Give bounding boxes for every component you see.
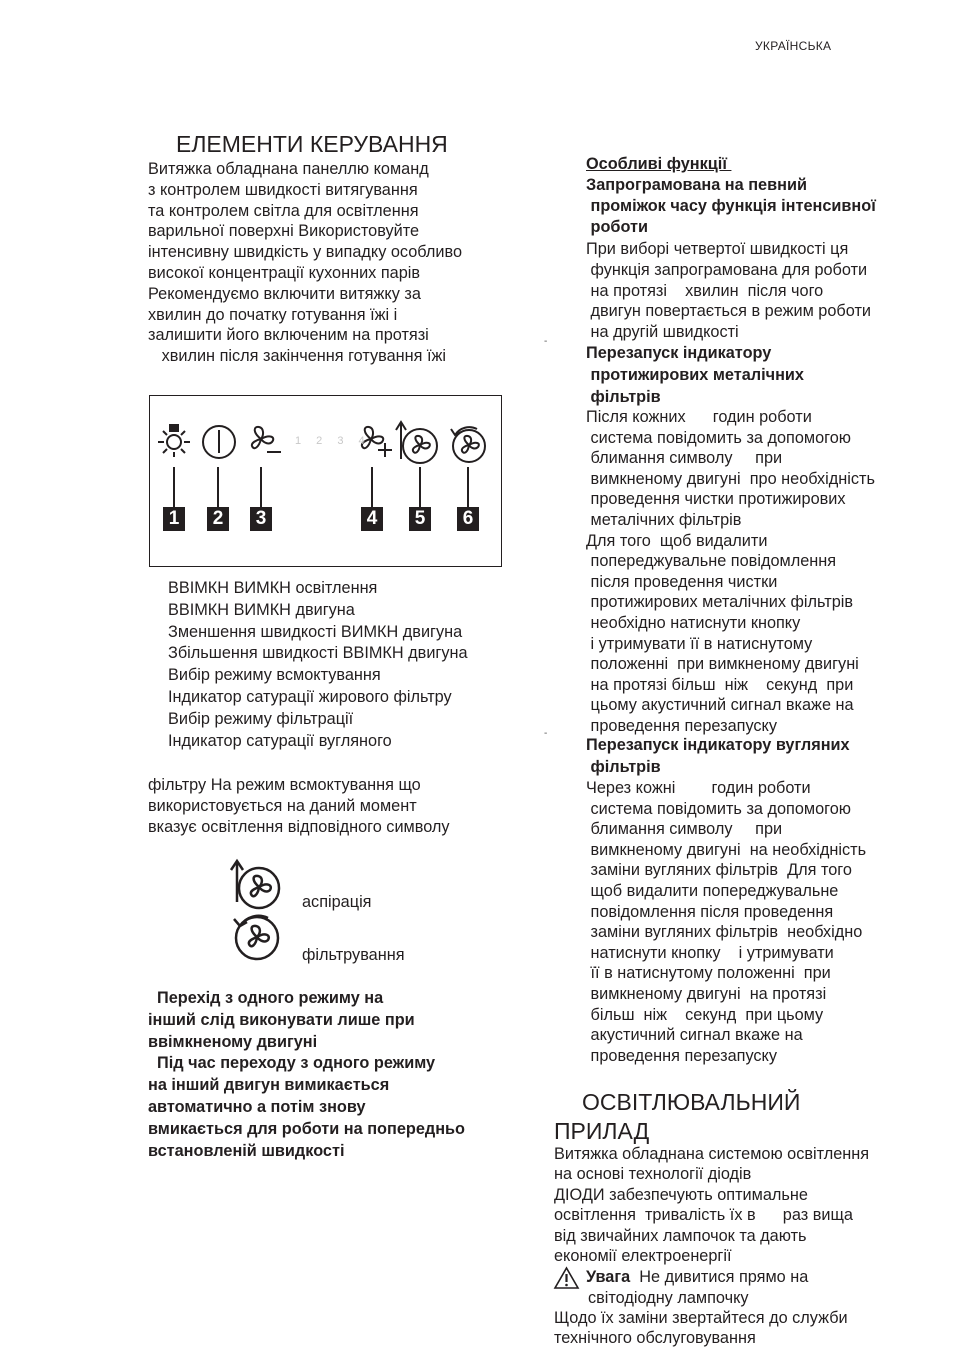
aspiration-mode-icon: [396, 422, 437, 463]
text-line: і утримувати її в натиснутому: [586, 634, 813, 653]
text-line: технічного обслуговування: [554, 1329, 756, 1348]
text-line: ввімкненому двигуні: [148, 1032, 318, 1051]
text-line: хвилин після закінчення готування їжі: [148, 347, 447, 366]
filtering-mode-icon: [451, 427, 485, 462]
dash-marker: -: [544, 336, 548, 347]
legend-item: ВВІМКН ВИМКН освітлення: [168, 579, 378, 597]
text-line: використовується на даний момент: [148, 796, 417, 815]
text-line: її в натиснутому положенні при: [586, 964, 831, 983]
mode-switch-note: [148, 988, 465, 1162]
text-line: на інший двигун вимикається: [148, 1076, 390, 1095]
text-line: повідомлення після проведення: [586, 902, 834, 921]
aspiration-label: аспірація: [302, 893, 372, 911]
text-line: хвилин до початку готування їжі і: [148, 305, 398, 324]
callout-line: [467, 467, 469, 507]
text-line: від звичайних лампочок та дають: [554, 1226, 807, 1245]
text-line: положенні при вимкненому двигуні: [586, 655, 859, 674]
text-line: на основі технології діодів: [554, 1165, 752, 1184]
text-line: високої концентрації кухонних парів: [148, 263, 421, 282]
text-line: більш ніж секунд при цьому: [586, 1005, 824, 1024]
text-line: роботи: [586, 217, 648, 236]
text-line: Перезапуск індикатору: [586, 344, 772, 362]
light-icon: [158, 425, 190, 457]
callout-line: [419, 467, 421, 507]
text-line: протижирових металічних: [586, 365, 804, 384]
text-line: фільтру На режим всмоктування що: [148, 776, 421, 794]
text-line: ДІОДИ забезпечують оптимальне: [554, 1185, 808, 1204]
mode-icons: [226, 856, 286, 966]
text-line: Щодо їх заміни звертайтеся до служби: [554, 1309, 848, 1327]
callout-line: [173, 467, 175, 507]
text-line: Запрограмована на певний: [586, 176, 807, 194]
text-line: заміни вугляних фільтрів Для того: [586, 861, 852, 880]
text-line: Перехід з одного режиму на: [148, 989, 384, 1007]
dash-marker: -: [544, 728, 548, 739]
text-line: протижирових металічних фільтрів: [586, 593, 854, 612]
service-text: [554, 1308, 848, 1349]
text-line: акустичний сигнал вкаже на: [586, 1026, 803, 1045]
legend-item: Вибір режиму всмоктування: [168, 666, 381, 685]
filtering-icon: [234, 916, 278, 959]
text-line: проміжок часу функція інтенсивної: [586, 196, 876, 215]
text-line: вимкненому двигуні про необхідність: [586, 469, 875, 488]
text-line: фільтрів: [586, 387, 661, 406]
text-line: Рекомендуємо включити витяжку за: [148, 284, 421, 303]
text-line: система повідомить за допомогою: [586, 428, 852, 447]
text-line: Під час переходу з одного режиму: [148, 1054, 436, 1073]
intensive-text: [586, 239, 871, 343]
callout-line: [371, 467, 373, 507]
warning-label: Увага: [586, 1268, 631, 1286]
text-line: вказує освітлення відповідного символу: [148, 817, 450, 836]
text-line: натиснути кнопку і утримувати: [586, 943, 834, 962]
legend-item: ВВІМКН ВИМКН двигуна: [168, 600, 355, 619]
legend-item: Індикатор сатурації вугляного: [168, 731, 392, 750]
text-line: Витяжка обладнана системою освітлення: [554, 1145, 870, 1163]
text-line: встановленій швидкості: [148, 1141, 345, 1160]
text-line: заміни вугляних фільтрів необхідно: [586, 923, 863, 942]
text-line: вимкненому двигуні на необхідність: [586, 840, 867, 859]
callout-number-4: 4: [361, 507, 383, 531]
text-line: Через кожні годин роботи: [586, 779, 811, 797]
text-line: залишити його включеним на протязі: [148, 326, 429, 345]
text-line: вимкненому двигуні на протязі: [586, 984, 827, 1003]
text-line: щоб видалити попереджувальне: [586, 881, 839, 900]
text-line: блимання символу при: [586, 820, 783, 839]
language-label: УКРАЇНСЬКА: [755, 39, 832, 53]
text-line: на другій швидкості: [586, 323, 739, 342]
callout-line: [217, 467, 219, 507]
controls-title: ЕЛЕМЕНТИ КЕРУВАННЯ: [176, 131, 448, 157]
text-line: Після кожних годин роботи: [586, 408, 812, 426]
lighting-title: [554, 1088, 800, 1146]
text-line: проведення перезапуску: [586, 1046, 777, 1065]
text-line: освітлення тривалість їх в раз вища: [554, 1206, 853, 1225]
text-line: та контролем світла для освітлення: [148, 201, 419, 220]
callout-number-3: 3: [250, 507, 272, 531]
text-line: система повідомить за допомогою: [586, 799, 852, 818]
metal-filter-heading: [586, 343, 804, 408]
callout-number-6: 6: [457, 507, 479, 531]
text-line: проведення перезапуску: [586, 716, 777, 735]
text-line: ОСВІТЛЮВАЛЬНИЙ: [582, 1089, 801, 1115]
text-line: автоматично а потім знову: [148, 1097, 366, 1116]
text-line: вмикається для роботи на попередньо: [148, 1119, 465, 1138]
filtering-label: фільтрування: [302, 946, 405, 964]
legend-item: Індикатор сатурації жирового фільтру: [168, 687, 452, 706]
control-panel-icons: [149, 395, 502, 567]
text-line: Витяжка обладнана панеллю команд: [148, 160, 429, 178]
warning-text-2: світодіодну лампочку: [588, 1289, 749, 1307]
mode-explanation: [148, 775, 450, 837]
text-line: економії електроенергії: [554, 1246, 732, 1265]
metal-filter-text: [586, 407, 875, 737]
text-line: Перезапуск індикатору вугляних: [586, 736, 850, 754]
legend-item: Зменшення швидкості ВИМКН двигуна: [168, 622, 463, 641]
text-line: функція запрограмована для роботи: [586, 260, 868, 279]
callout-number-2: 2: [207, 507, 229, 531]
legend-item: Вибір режиму фільтрації: [168, 709, 354, 728]
warning-icon: [553, 1266, 580, 1290]
carbon-filter-heading: [586, 735, 850, 779]
text-line: варильної поверхні Використовуйте: [148, 222, 420, 241]
special-functions-heading: Особливі функції: [586, 155, 732, 173]
text-line: фільтрів: [586, 757, 661, 776]
lighting-text: [554, 1144, 869, 1266]
text-line: необхідно натиснути кнопку: [586, 613, 801, 632]
warning-text: Не дивитися прямо на: [630, 1268, 809, 1286]
text-line: Для того щоб видалити: [586, 531, 768, 550]
callout-line: [260, 467, 262, 507]
fan-minus-icon: [252, 427, 281, 452]
controls-intro: [148, 159, 462, 367]
controls-legend: [168, 578, 468, 752]
aspiration-icon: [231, 861, 279, 908]
callout-number-1: 1: [163, 507, 185, 531]
text-line: інтенсивну швидкість у випадку особливо: [148, 243, 463, 262]
text-line: металічних фільтрів: [586, 510, 742, 529]
intensive-heading: [586, 175, 876, 237]
text-line: попереджувальне повідомлення: [586, 552, 837, 571]
text-line: на протязі хвилин після чого: [586, 281, 824, 300]
power-icon: [203, 426, 235, 458]
text-line: ПРИЛАД: [554, 1118, 650, 1144]
text-line: інший слід виконувати лише при: [148, 1010, 415, 1029]
text-line: При виборі четвертої швидкості ця: [586, 240, 849, 258]
warning-line: [586, 1267, 808, 1288]
text-line: після проведення чистки: [586, 572, 778, 591]
text-line: двигун повертається в режим роботи: [586, 302, 871, 321]
text-line: на протязі більш ніж секунд при: [586, 675, 854, 694]
text-line: цьому акустичний сигнал вкаже на: [586, 696, 854, 715]
speed-digits: 1 2 3 4: [295, 435, 371, 447]
text-line: проведення чистки протижирових: [586, 490, 846, 509]
carbon-filter-text: [586, 778, 866, 1066]
legend-item: Збільшення швидкості ВВІМКН двигуна: [168, 644, 468, 663]
text-line: блимання символу при: [586, 449, 783, 468]
text-line: з контролем швидкості витягування: [148, 180, 418, 199]
callout-number-5: 5: [409, 507, 431, 531]
